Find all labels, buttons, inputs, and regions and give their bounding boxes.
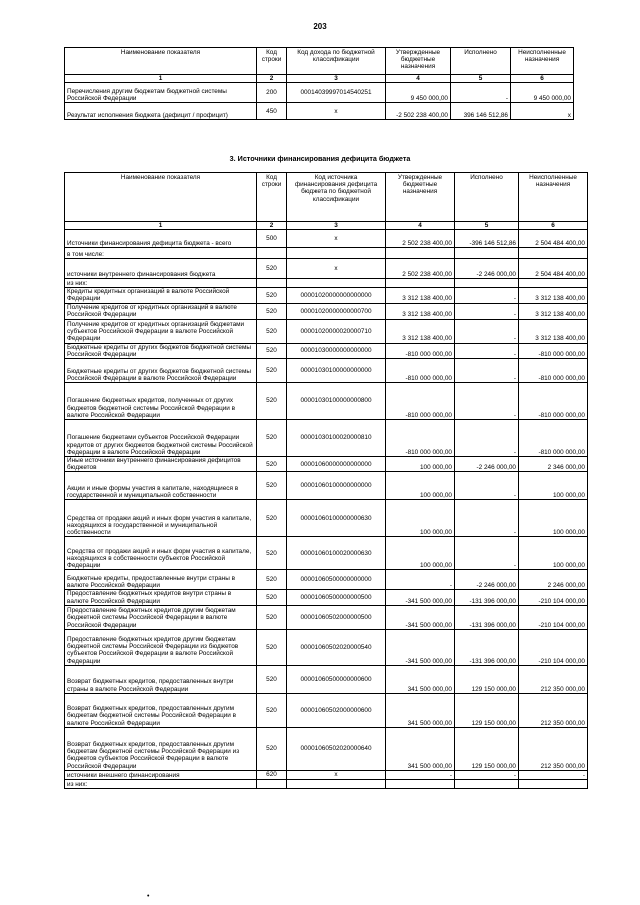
table-row <box>65 103 574 120</box>
name-cell: Погашение бюджетных кредитов, полученных от других бюджетов бюджетной системы Российской Федерации в валюте Российской Федерации <box>65 383 257 420</box>
code-cell: 500 <box>257 230 287 248</box>
executed-cell: - <box>451 83 511 103</box>
table-row <box>65 665 588 693</box>
kbk-cell: 00001030100000000000 <box>287 359 386 383</box>
code-cell: 200 <box>257 83 287 103</box>
approved-cell: 3 312 138 400,00 <box>386 319 455 343</box>
executed-cell: -131 396 000,00 <box>455 590 519 605</box>
name-cell: Иные источники внутреннего финансирования дефицитов бюджетов <box>65 457 257 472</box>
code-cell <box>257 779 287 788</box>
table-row <box>65 259 588 279</box>
name-cell: Предоставление бюджетных кредитов другим бюджетам бюджетной системы Российской Федерации в валюте Российской Федерации <box>65 605 257 629</box>
code-cell: 620 <box>257 770 287 779</box>
kbk-cell: 00001060500000000000 <box>287 570 386 590</box>
unexecuted-cell: 100 000,00 <box>519 500 588 537</box>
unexecuted-cell: -210 104 000,00 <box>519 590 588 605</box>
executed-cell: - <box>455 359 519 383</box>
unexecuted-cell: 2 346 000,00 <box>519 457 588 472</box>
unexecuted-cell: 2 246 000,00 <box>519 570 588 590</box>
approved-cell: 100 000,00 <box>386 537 455 570</box>
unexecuted-cell: -210 104 000,00 <box>519 605 588 629</box>
kbk-cell <box>287 248 386 259</box>
kbk-cell: x <box>287 259 386 279</box>
table-row <box>65 343 588 358</box>
column-number-row <box>65 75 574 83</box>
name-cell: Бюджетные кредиты от других бюджетов бюджетной системы Российской Федерации <box>65 343 257 358</box>
executed-cell: - <box>455 500 519 537</box>
code-cell: 520 <box>257 665 287 693</box>
unexecuted-cell: x <box>511 103 574 120</box>
approved-cell: - <box>386 770 455 779</box>
kbk-cell: 00001030000000000000 <box>287 343 386 358</box>
approved-cell: -341 500 000,00 <box>386 605 455 629</box>
column-header: Утвержденные бюджетные назначения <box>386 48 451 75</box>
unexecuted-cell: 100 000,00 <box>519 537 588 570</box>
name-cell: в том числе: <box>65 248 257 259</box>
code-cell: 520 <box>257 383 287 420</box>
code-cell: 450 <box>257 103 287 120</box>
executed-cell: - <box>455 303 519 319</box>
unexecuted-cell: -810 000 000,00 <box>519 359 588 383</box>
table-row <box>65 288 588 303</box>
page-mark: • <box>147 893 150 900</box>
page-number: 203 <box>313 22 327 31</box>
column-header: Код дохода по бюджетной классификации <box>287 48 386 75</box>
approved-cell: - <box>386 570 455 590</box>
executed-cell <box>455 279 519 288</box>
table-row <box>65 457 588 472</box>
executed-cell: 396 146 512,86 <box>451 103 511 120</box>
financing-sources-table <box>64 172 588 789</box>
column-number: 6 <box>519 222 588 230</box>
name-cell: Бюджетные кредиты от других бюджетов бюджетной системы Российской Федерации в валюте Российской Федерации <box>65 359 257 383</box>
code-cell: 520 <box>257 359 287 383</box>
unexecuted-cell: -210 104 000,00 <box>519 629 588 665</box>
unexecuted-cell: 3 312 138 400,00 <box>519 319 588 343</box>
column-header: Код источника финансирования дефицита бюджета по бюджетной классификации <box>287 173 386 222</box>
table-row <box>65 727 588 770</box>
unexecuted-cell <box>519 248 588 259</box>
approved-cell: 100 000,00 <box>386 457 455 472</box>
unexecuted-cell: 212 350 000,00 <box>519 665 588 693</box>
executed-cell: - <box>455 383 519 420</box>
name-cell: Бюджетные кредиты, предоставленные внутри страны в валюте Российской Федерации <box>65 570 257 590</box>
approved-cell: 9 450 000,00 <box>386 83 451 103</box>
code-cell: 520 <box>257 590 287 605</box>
name-cell: Возврат бюджетных кредитов, предоставленных другим бюджетам бюджетной системы Российской Федерации из бюджетов субъектов Российской Федерации в валюте Российской Федерации <box>65 727 257 770</box>
kbk-cell: 00001060500000000500 <box>287 590 386 605</box>
approved-cell: -810 000 000,00 <box>386 420 455 457</box>
code-cell: 520 <box>257 343 287 358</box>
unexecuted-cell: 212 350 000,00 <box>519 727 588 770</box>
approved-cell: -810 000 000,00 <box>386 383 455 420</box>
approved-cell: 2 502 238 400,00 <box>386 230 455 248</box>
unexecuted-cell: 212 350 000,00 <box>519 693 588 727</box>
column-number: 3 <box>287 222 386 230</box>
table-row <box>65 83 574 103</box>
kbk-cell: 00001060502020000540 <box>287 629 386 665</box>
table-row <box>65 693 588 727</box>
code-cell: 520 <box>257 303 287 319</box>
approved-cell: 341 500 000,00 <box>386 727 455 770</box>
kbk-cell: 00001060502000000600 <box>287 693 386 727</box>
code-cell: 520 <box>257 693 287 727</box>
approved-cell: -2 502 238 400,00 <box>386 103 451 120</box>
name-cell: из них: <box>65 779 257 788</box>
name-cell: Получение кредитов от кредитных организаций бюджетами субъектов Российской Федерации в валюте Российской Федерации <box>65 319 257 343</box>
unexecuted-cell: 2 504 484 400,00 <box>519 259 588 279</box>
unexecuted-cell <box>519 279 588 288</box>
name-cell: Возврат бюджетных кредитов, предоставленных внутри страны в валюте Российской Федерации <box>65 665 257 693</box>
kbk-cell: 00001060100000000000 <box>287 472 386 500</box>
approved-cell <box>386 779 455 788</box>
kbk-cell: 00001060100020000630 <box>287 537 386 570</box>
unexecuted-cell <box>519 779 588 788</box>
column-number: 4 <box>386 75 451 83</box>
table-row <box>65 319 588 343</box>
name-cell: Источники финансирования дефицита бюджета - всего <box>65 230 257 248</box>
column-number: 5 <box>451 75 511 83</box>
table-row <box>65 570 588 590</box>
section-title: 3. Источники финансирования дефицита бюджета <box>229 154 411 163</box>
table-row <box>65 500 588 537</box>
column-number: 3 <box>287 75 386 83</box>
unexecuted-cell: 3 312 138 400,00 <box>519 303 588 319</box>
name-cell: Кредиты кредитных организаций в валюте Российской Федерации <box>65 288 257 303</box>
executed-cell: - <box>455 420 519 457</box>
unexecuted-cell: -810 000 000,00 <box>519 343 588 358</box>
table-row <box>65 248 588 259</box>
column-number: 5 <box>455 222 519 230</box>
header-row <box>65 48 574 75</box>
column-header: Наименование показателя <box>65 173 257 222</box>
table-row <box>65 472 588 500</box>
code-cell: 520 <box>257 570 287 590</box>
table-row <box>65 779 588 788</box>
column-number: 1 <box>65 222 257 230</box>
name-cell: Перечисления другим бюджетам бюджетной системы Российской Федерации <box>65 83 257 103</box>
kbk-cell: 00001060500000000600 <box>287 665 386 693</box>
column-number-row <box>65 222 588 230</box>
executed-cell: - <box>455 343 519 358</box>
column-header: Код строки <box>257 173 287 222</box>
name-cell: Предоставление бюджетных кредитов другим бюджетам бюджетной системы Российской Федерации из бюджетов субъектов Российской Федерации в валюте Российской Федерации <box>65 629 257 665</box>
name-cell: Погашение бюджетами субъектов Российской Федерации кредитов от других бюджетов бюджетной системы Российской Федерации в валюте Российской Федерации <box>65 420 257 457</box>
code-cell: 520 <box>257 472 287 500</box>
executed-cell: - <box>455 472 519 500</box>
executed-cell: - <box>455 288 519 303</box>
approved-cell: -810 000 000,00 <box>386 343 455 358</box>
name-cell: Акции и иные формы участия в капитале, находящиеся в государственной и муниципальной собственности <box>65 472 257 500</box>
unexecuted-cell: - <box>519 770 588 779</box>
executed-cell: -396 146 512,86 <box>455 230 519 248</box>
table-row <box>65 383 588 420</box>
table-row <box>65 303 588 319</box>
code-cell: 520 <box>257 457 287 472</box>
executed-cell: 129 150 000,00 <box>455 727 519 770</box>
code-cell: 520 <box>257 500 287 537</box>
unexecuted-cell: 100 000,00 <box>519 472 588 500</box>
code-cell: 520 <box>257 629 287 665</box>
approved-cell: 2 502 238 400,00 <box>386 259 455 279</box>
name-cell: источники внутреннего финансирования бюджета <box>65 259 257 279</box>
approved-cell: -341 500 000,00 <box>386 629 455 665</box>
executed-cell <box>455 248 519 259</box>
unexecuted-cell: 2 504 484 400,00 <box>519 230 588 248</box>
executed-cell: 129 150 000,00 <box>455 665 519 693</box>
approved-cell: -341 500 000,00 <box>386 590 455 605</box>
approved-cell <box>386 279 455 288</box>
executed-cell: -2 246 000,00 <box>455 570 519 590</box>
column-header: Исполнено <box>455 173 519 222</box>
code-cell <box>257 248 287 259</box>
approved-cell: 100 000,00 <box>386 500 455 537</box>
executed-cell: -2 246 000,00 <box>455 457 519 472</box>
code-cell: 520 <box>257 288 287 303</box>
kbk-cell: x <box>287 770 386 779</box>
kbk-cell: 00001060100000000630 <box>287 500 386 537</box>
approved-cell: 3 312 138 400,00 <box>386 303 455 319</box>
name-cell: из них: <box>65 279 257 288</box>
name-cell: Средства от продажи акций и иных форм участия в капитале, находящихся в государственной и муниципальной собственности <box>65 500 257 537</box>
kbk-cell: 00001060502000000500 <box>287 605 386 629</box>
kbk-cell: x <box>287 230 386 248</box>
kbk-cell: 00001030100000000800 <box>287 383 386 420</box>
kbk-cell: 00001060502020000640 <box>287 727 386 770</box>
approved-cell: -810 000 000,00 <box>386 359 455 383</box>
unexecuted-cell: -810 000 000,00 <box>519 383 588 420</box>
unexecuted-cell: -810 000 000,00 <box>519 420 588 457</box>
column-header: Исполнено <box>451 48 511 75</box>
column-number: 4 <box>386 222 455 230</box>
table-row <box>65 629 588 665</box>
table-row <box>65 359 588 383</box>
executed-cell: 129 150 000,00 <box>455 693 519 727</box>
table-row <box>65 590 588 605</box>
unexecuted-cell: 3 312 138 400,00 <box>519 288 588 303</box>
column-number: 6 <box>511 75 574 83</box>
column-header: Наименование показателя <box>65 48 257 75</box>
income-table <box>64 47 574 120</box>
kbk-cell: 00001030100020000810 <box>287 420 386 457</box>
code-cell: 520 <box>257 537 287 570</box>
kbk-cell: 00014039997014540251 <box>287 83 386 103</box>
approved-cell <box>386 248 455 259</box>
kbk-cell <box>287 779 386 788</box>
executed-cell: -2 246 000,00 <box>455 259 519 279</box>
executed-cell: - <box>455 770 519 779</box>
approved-cell: 341 500 000,00 <box>386 693 455 727</box>
column-header: Утвержденные бюджетные назначения <box>386 173 455 222</box>
column-number: 1 <box>65 75 257 83</box>
code-cell: 520 <box>257 259 287 279</box>
executed-cell: -131 396 000,00 <box>455 629 519 665</box>
kbk-cell: 00001020000000000700 <box>287 303 386 319</box>
executed-cell <box>455 779 519 788</box>
table-row <box>65 279 588 288</box>
table-row <box>65 420 588 457</box>
code-cell: 520 <box>257 605 287 629</box>
column-header: Неисполненные назначения <box>519 173 588 222</box>
code-cell: 520 <box>257 727 287 770</box>
table-row <box>65 230 588 248</box>
kbk-cell: x <box>287 103 386 120</box>
approved-cell: 100 000,00 <box>386 472 455 500</box>
column-number: 2 <box>257 75 287 83</box>
name-cell: Средства от продажи акций и иных форм участия в капитале, находящихся в собственности субъектов Российской Федерации <box>65 537 257 570</box>
table-row <box>65 537 588 570</box>
kbk-cell: 00001020000020000710 <box>287 319 386 343</box>
code-cell: 520 <box>257 319 287 343</box>
code-cell <box>257 279 287 288</box>
kbk-cell: 00001060000000000000 <box>287 457 386 472</box>
kbk-cell: 00001020000000000000 <box>287 288 386 303</box>
unexecuted-cell: 9 450 000,00 <box>511 83 574 103</box>
approved-cell: 341 500 000,00 <box>386 665 455 693</box>
column-header: Код строки <box>257 48 287 75</box>
executed-cell: - <box>455 537 519 570</box>
column-number: 2 <box>257 222 287 230</box>
executed-cell: - <box>455 319 519 343</box>
name-cell: Получение кредитов от кредитных организаций в валюте Российской Федерации <box>65 303 257 319</box>
name-cell: источники внешнего финансирования <box>65 770 257 779</box>
table-row <box>65 770 588 779</box>
name-cell: Предоставление бюджетных кредитов внутри страны в валюте Российской Федерации <box>65 590 257 605</box>
name-cell: Возврат бюджетных кредитов, предоставленных другим бюджетам бюджетной системы Российской Федерации в валюте Российской Федерации <box>65 693 257 727</box>
table-row <box>65 605 588 629</box>
header-row <box>65 173 588 222</box>
name-cell: Результат исполнения бюджета (дефицит / профицит) <box>65 103 257 120</box>
approved-cell: 3 312 138 400,00 <box>386 288 455 303</box>
code-cell: 520 <box>257 420 287 457</box>
executed-cell: -131 396 000,00 <box>455 605 519 629</box>
column-header: Неисполненные назначения <box>511 48 574 75</box>
kbk-cell <box>287 279 386 288</box>
